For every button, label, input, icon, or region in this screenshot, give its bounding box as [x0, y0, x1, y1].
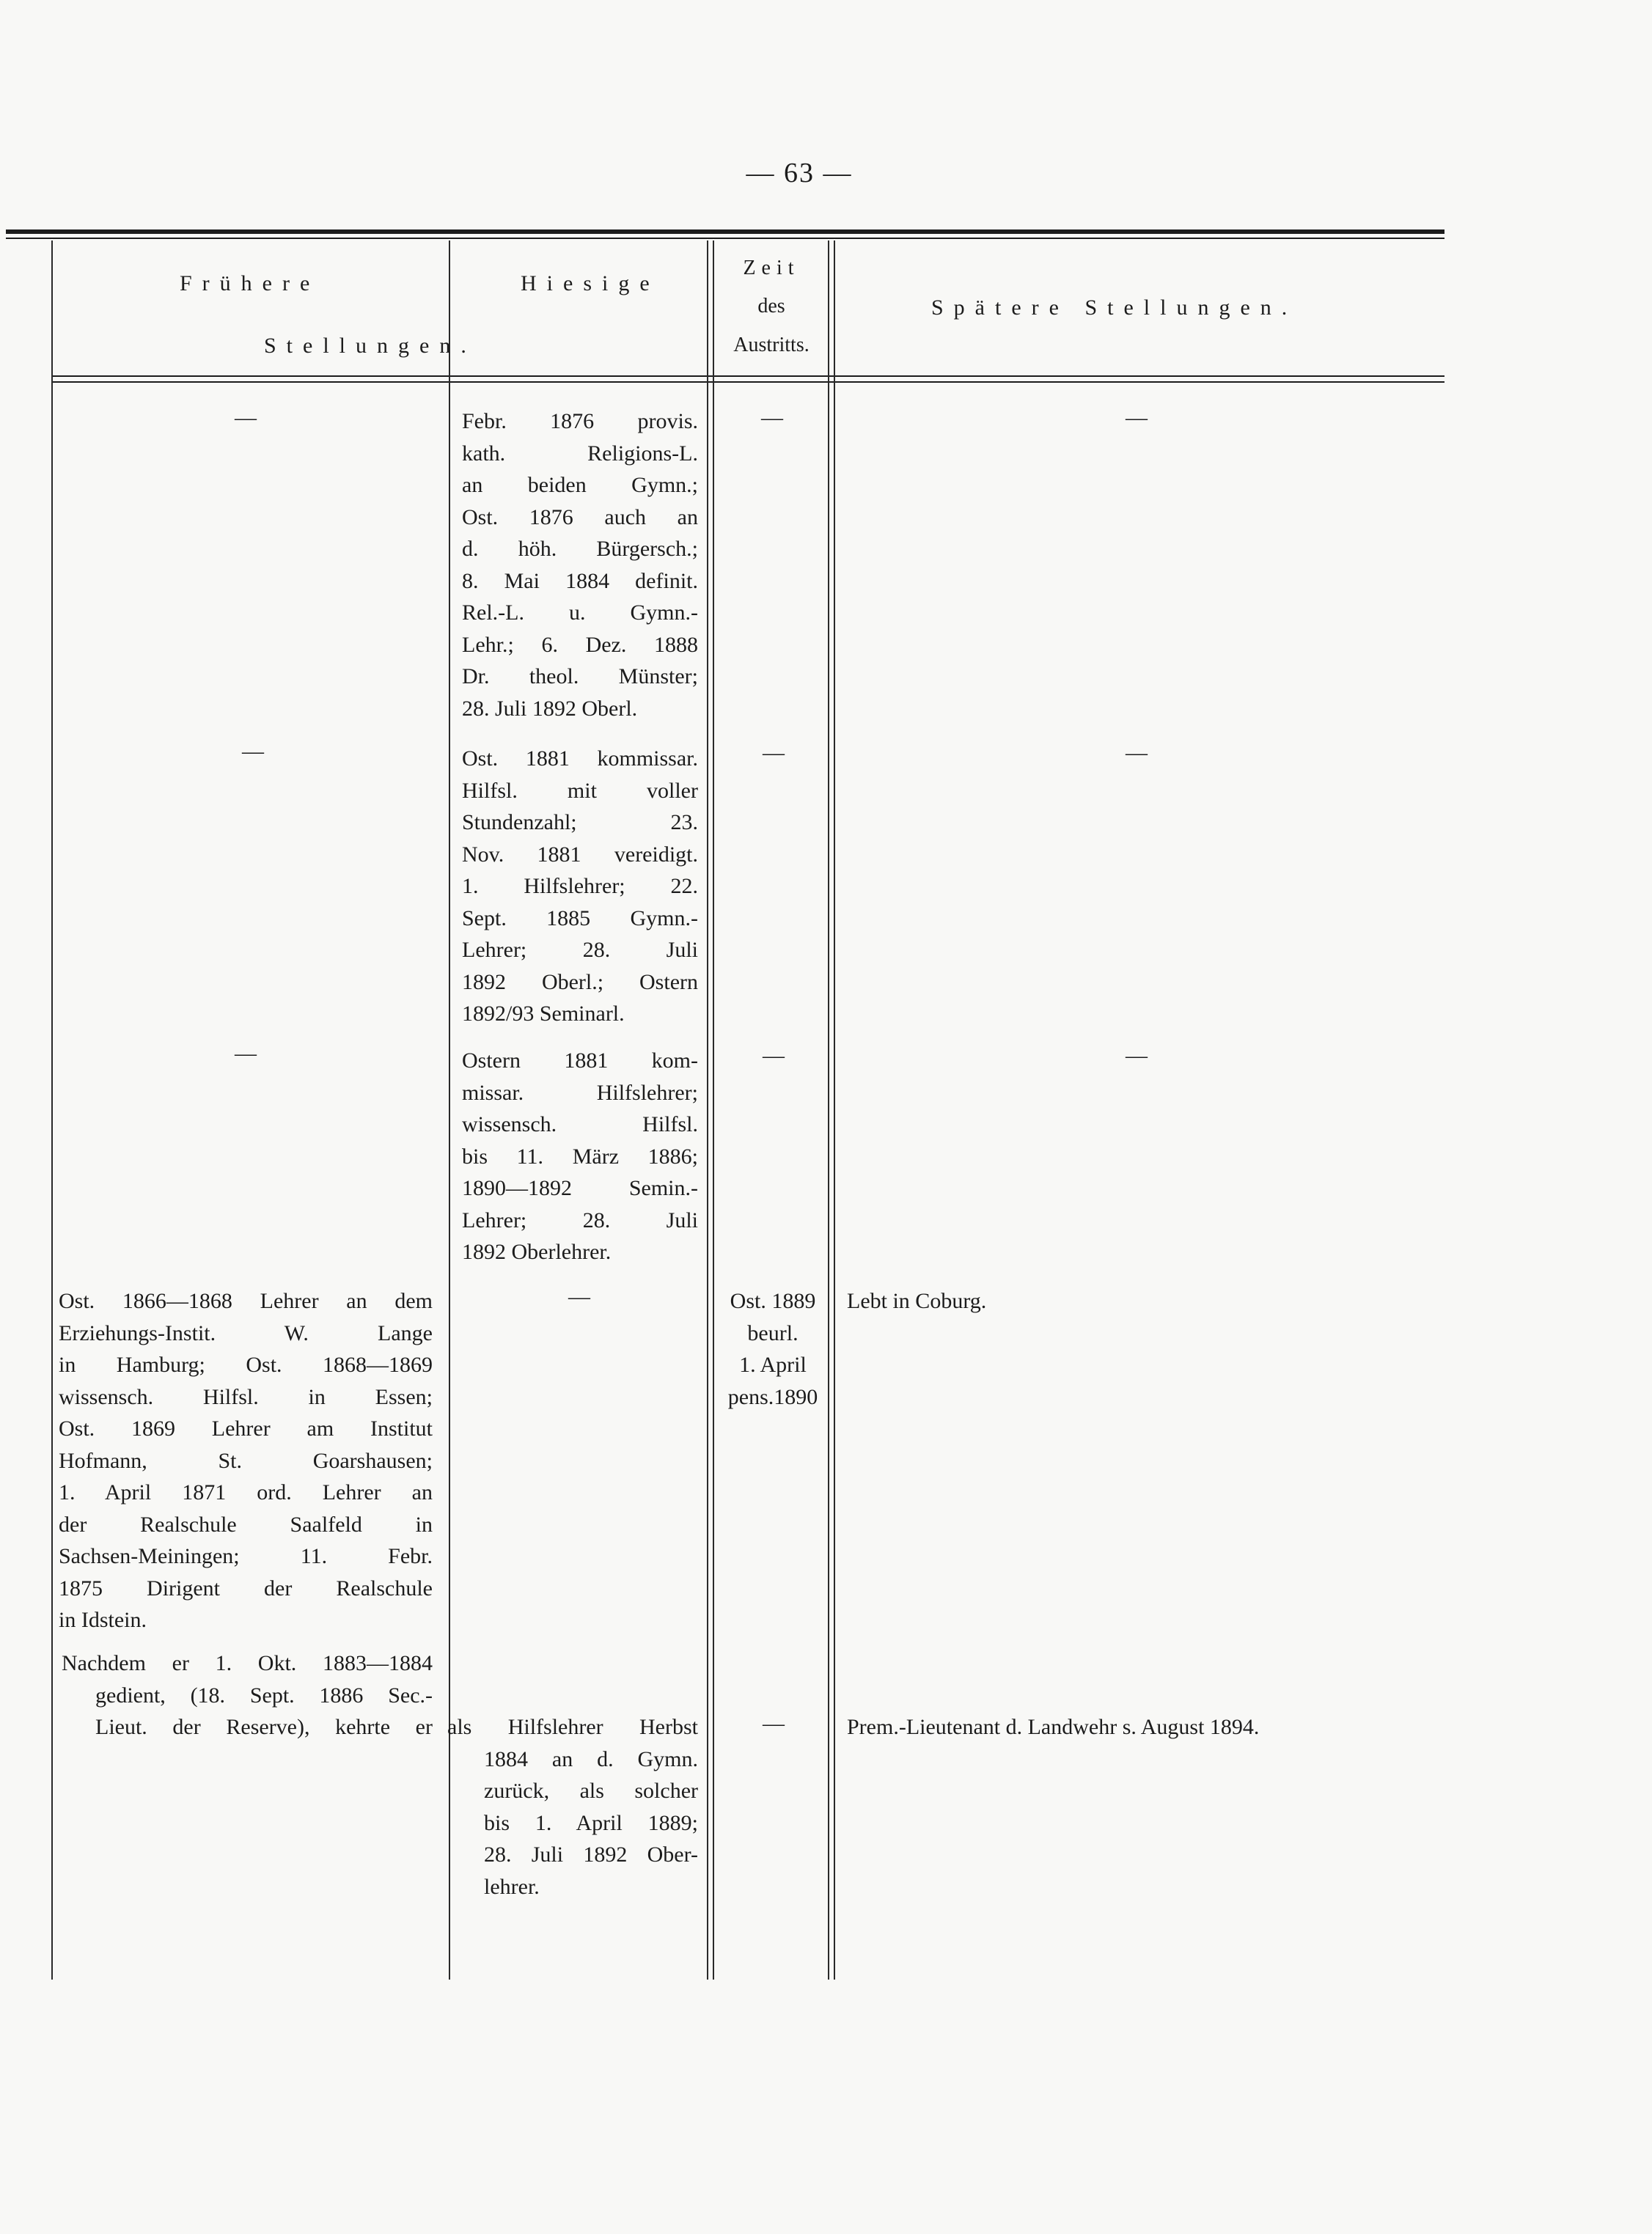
row2-previous: —: [242, 739, 264, 763]
row4-here: —: [568, 1285, 590, 1309]
column-line-here-exit-2: [713, 240, 714, 1980]
top-rule-thin: [6, 238, 1444, 239]
header-positions-span: Stellungen.: [264, 334, 477, 358]
header-rule-1: [51, 375, 1444, 377]
row4-previous: Ost. 1866—1868 Lehrer an dem Erziehungs-Instit. W. Lange in Hamburg; Ost. 1868—1869 wissensch. Hilfsl. in Essen; Ost. 1869 Lehrer am Institut Hofmann, St. Goarshausen; 1. April 1871 ord. Lehrer an der Realschule Saalfeld in Sachsen-Meiningen; 11. Febr. 1875 Dirigent der Realschule in Idstein.: [59, 1289, 433, 1632]
header-later: Spätere Stellungen.: [931, 295, 1298, 320]
header-rule-2: [51, 381, 1444, 383]
row5-previous: Nachdem er 1. Okt. 1883—1884 gedient, (18. Sept. 1886 Sec.- Lieut. der Reserve), kehrte er: [62, 1651, 433, 1739]
header-here: Hiesige: [521, 271, 660, 295]
row4-later: Lebt in Coburg.: [847, 1289, 987, 1313]
top-rule-thick: [6, 229, 1444, 234]
header-previous: Frühere: [180, 271, 320, 295]
row3-previous: —: [235, 1041, 257, 1065]
column-line-exit-later-2: [834, 240, 835, 1980]
row5-here: als Hilfslehrer Herbst 1884 an d. Gymn. zurück, als solcher bis 1. April 1889; 28. Juli 1892 Ober- lehrer.: [447, 1715, 698, 1899]
header-exit-line3: Austritts.: [733, 334, 810, 356]
column-line-left: [51, 240, 53, 1980]
header-exit-line1: Zeit: [743, 257, 800, 279]
column-line-exit-later-1: [828, 240, 829, 1980]
header-exit-line2: des: [757, 295, 785, 317]
row1-later: —: [1126, 405, 1148, 430]
row5-later: Prem.-Lieutenant d. Landwehr s. August 1894.: [847, 1715, 1260, 1739]
row2-later: —: [1126, 741, 1148, 765]
row3-later: —: [1126, 1043, 1148, 1068]
row1-previous: —: [235, 405, 257, 430]
row4-exit: Ost. 1889 beurl. 1. April pens.1890: [727, 1289, 818, 1409]
row5-exit: —: [763, 1711, 785, 1735]
row1-here: Febr. 1876 provis. kath. Religions-L. an beiden Gymn.; Ost. 1876 auch an d. höh. Bürgersch.; 8. Mai 1884 definit. Rel.-L. u. Gymn.- Lehr.; 6. Dez. 1888 Dr. theol. Münster; 28. Juli 1892 Oberl.: [462, 409, 698, 721]
row2-exit: —: [763, 741, 785, 765]
page-number: — 63 —: [746, 158, 853, 188]
row2-here: Ost. 1881 kommissar. Hilfsl. mit voller Stundenzahl; 23. Nov. 1881 vereidigt. 1. Hilfslehrer; 22. Sept. 1885 Gymn.- Lehrer; 28. Juli 1892 Oberl.; Ostern 1892/93 Seminarl.: [462, 746, 698, 1026]
row1-exit: —: [761, 405, 783, 430]
row3-here: Ostern 1881 kom- missar. Hilfslehrer; wissensch. Hilfsl. bis 11. März 1886; 1890—1892 Semin.- Lehrer; 28. Juli 1892 Oberlehrer.: [462, 1048, 698, 1264]
row3-exit: —: [763, 1043, 785, 1068]
column-line-here-exit-1: [707, 240, 708, 1980]
